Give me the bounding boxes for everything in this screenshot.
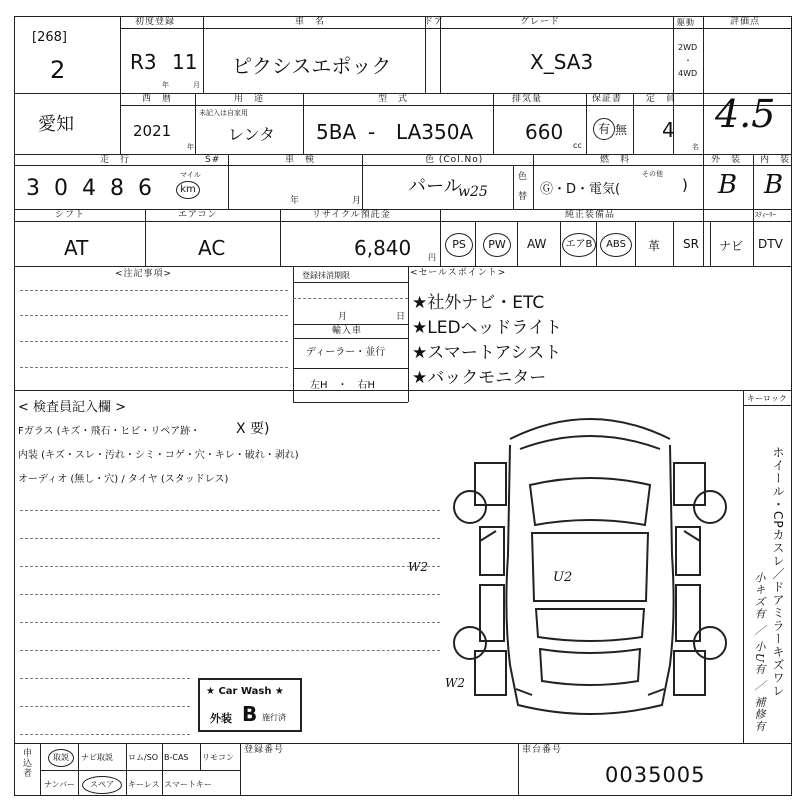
equipment-label: 純正装備品 <box>565 210 616 220</box>
bottom-manual: 取説 <box>48 749 74 767</box>
equipment-leather: 革 <box>648 239 661 253</box>
sales-point-2: ★LEDヘッドライト <box>412 318 563 338</box>
capacity-value: 4 <box>662 118 675 142</box>
first-registration-month: 11 <box>172 50 198 74</box>
keylock-label: キーロック <box>747 394 787 403</box>
usage-note: 未記入は自家用 <box>199 109 248 117</box>
equipment-aw: AW <box>527 237 547 251</box>
car-wash-grade: B <box>242 702 258 726</box>
diagram-mark-center: U2 <box>553 570 573 585</box>
warranty-yes: 有 <box>593 118 615 140</box>
fuel-label: 燃 料 <box>600 155 631 165</box>
sales-points-label: <セールスポイント> <box>410 268 507 278</box>
inspector-label: < 検査員記入欄 > <box>18 400 127 415</box>
import-dealer: ディーラー・並行 <box>306 347 386 358</box>
sales-point-4: ★バックモニター <box>412 368 547 388</box>
car-wash-label: 外装 <box>210 712 232 725</box>
mileage-digit-4: 8 <box>110 176 124 201</box>
inspector-line-3: オーディオ (無し・穴) / タイヤ (スタッドレス) <box>18 474 229 485</box>
aircon-label: エアコン <box>178 210 218 220</box>
usage-label: 用 途 <box>234 94 265 104</box>
drive-label: 駆動 <box>677 18 695 27</box>
shift-label: シフト <box>55 210 86 220</box>
inspector-line-2: 内装 (キズ・スレ・汚れ・シミ・コゲ・穴・キレ・破れ・剥れ) <box>18 450 299 461</box>
inspection-year-unit: 年 <box>290 196 301 206</box>
diagram-mark-left: W2 <box>408 560 428 574</box>
drive-2wd: 2WD <box>678 43 698 52</box>
reg-deadline-day: 日 <box>396 312 407 322</box>
damage-vertical-handwritten: 小キズ有 ／ 小U有 ／ 補修有 <box>753 572 766 733</box>
recycle-value: 6,840 <box>354 236 412 260</box>
exterior-label: 外 装 <box>711 155 742 165</box>
equipment-dtv: DTV <box>758 237 783 251</box>
aircon-value: AC <box>198 236 226 260</box>
equipment-pw: PW <box>483 233 511 257</box>
warranty-label: 保証書 <box>592 94 623 104</box>
mileage-digit-2: 0 <box>54 176 68 201</box>
mileage-label: 走 行 <box>100 155 131 165</box>
interior-value: B <box>764 170 784 200</box>
color-label: 色 (Col.No) <box>425 155 484 165</box>
capacity-label: 定 員 <box>646 94 677 104</box>
car-wash-title: ★ Car Wash ★ <box>206 686 284 697</box>
reg-deadline-label: 登録抹消期限 <box>302 271 350 280</box>
import-handle: 左H ・ 右H <box>310 380 376 391</box>
bottom-rom: ロム/SO <box>128 753 159 762</box>
reg-deadline-month: 月 <box>338 312 349 322</box>
notes-label: <注記事項> <box>115 269 173 279</box>
bottom-bcas: B-CAS <box>164 753 189 762</box>
model-year: 2021 <box>133 122 172 140</box>
first-registration-era: R3 <box>130 50 157 74</box>
displacement-value: 660 <box>525 120 564 144</box>
model-code-dash: - <box>368 120 376 144</box>
mileage-digit-3: 4 <box>82 176 96 201</box>
mileage-digit-1: 3 <box>26 176 40 201</box>
equipment-navi: ナビ <box>719 239 744 253</box>
model-year-label: 西 暦 <box>142 94 173 104</box>
model-name-label: 車 名 <box>295 17 326 27</box>
mileage-unit-mile: マイル <box>180 171 201 179</box>
mileage-digit-5: 6 <box>138 176 152 201</box>
inspection-month-unit: 月 <box>352 196 363 206</box>
color-value: パール <box>408 176 462 197</box>
region: 愛知 <box>38 114 74 135</box>
model-code-prefix: 5BA <box>316 120 357 144</box>
mileage-unit-km: km <box>176 181 200 199</box>
rating-label: 評価点 <box>730 17 761 27</box>
bottom-spare: スペア <box>82 776 122 794</box>
grade-value: X_SA3 <box>530 50 594 74</box>
chassis-number-label: 車台番号 <box>522 745 563 755</box>
bottom-smartkey: スマートキー <box>164 780 212 789</box>
drive-4wd: 4WD <box>678 69 698 78</box>
sales-point-1: ★社外ナビ・ETC <box>412 293 545 313</box>
month-unit: 月 <box>193 81 201 89</box>
registration-number-label: 登録番号 <box>244 745 285 755</box>
import-label: 輸入車 <box>332 326 363 336</box>
year-unit: 年 <box>162 81 170 89</box>
lot-number: 2 <box>50 56 66 84</box>
fuel-close: ) <box>682 176 688 194</box>
bottom-keyless: キーレス <box>128 780 160 789</box>
inspector-line-1-mark: X 要) <box>236 421 270 437</box>
s-label: S# <box>205 155 221 165</box>
exterior-value: B <box>718 170 738 200</box>
bottom-number: ナンバー <box>44 780 76 789</box>
chassis-number: 0035005 <box>605 763 706 787</box>
model-name: ピクシスエポック <box>232 54 392 78</box>
fuel-other: その他 <box>642 170 663 178</box>
car-wash-suffix: 施行済 <box>262 713 286 722</box>
shift-value: AT <box>64 236 89 260</box>
usage-value: レンタ <box>228 125 275 144</box>
displacement-unit: cc <box>573 141 582 150</box>
car-damage-diagram <box>440 405 740 735</box>
color-handwritten: w25 <box>458 184 488 200</box>
model-year-unit: 年 <box>187 143 195 151</box>
recycle-label: リサイクル預託金 <box>312 210 391 220</box>
grade-label: グレード <box>520 17 561 27</box>
equipment-abs: ABS <box>600 233 632 257</box>
bottom-navi-manual: ナビ取説 <box>81 753 113 762</box>
equipment-airbag: エアB <box>562 233 596 257</box>
bottom-remote: リモコン <box>202 753 234 762</box>
damage-vertical-text: ホイール・CPカスレ／ドアミラーキズワレ <box>771 446 785 698</box>
door-label: ドア <box>424 17 444 27</box>
inspection-label: 車 検 <box>285 155 316 165</box>
recycle-unit: 円 <box>428 253 437 262</box>
equipment-corner-label: ｽﾃｨｰﾘｰ <box>755 211 776 219</box>
lot-code: [268] <box>32 30 67 45</box>
first-registration-label: 初度登録 <box>135 17 176 27</box>
displacement-label: 排気量 <box>512 94 543 104</box>
inspector-line-1: Fガラス (キズ・飛石・ヒビ・リペア跡・ <box>18 426 201 437</box>
applicant-label: 申込者 <box>21 748 31 778</box>
diagram-mark-bottom: W2 <box>445 676 465 690</box>
rating-value: 4.5 <box>715 92 776 136</box>
capacity-unit: 名 <box>692 143 700 151</box>
model-code-label: 型 式 <box>378 94 409 104</box>
equipment-ps: PS <box>445 233 473 257</box>
warranty-no: 無 <box>615 123 628 137</box>
sales-point-3: ★スマートアシスト <box>412 343 562 363</box>
car-wash-stamp <box>198 678 302 732</box>
equipment-sr: SR <box>683 237 699 251</box>
color-change-label-2: 替 <box>518 192 529 202</box>
fuel-options: Ⓖ・D・電気( <box>540 182 621 197</box>
drive-dot: ・ <box>684 56 693 65</box>
model-code: LA350A <box>396 120 474 144</box>
interior-label: 内 装 <box>760 155 791 165</box>
color-change-label-1: 色 <box>518 172 529 182</box>
